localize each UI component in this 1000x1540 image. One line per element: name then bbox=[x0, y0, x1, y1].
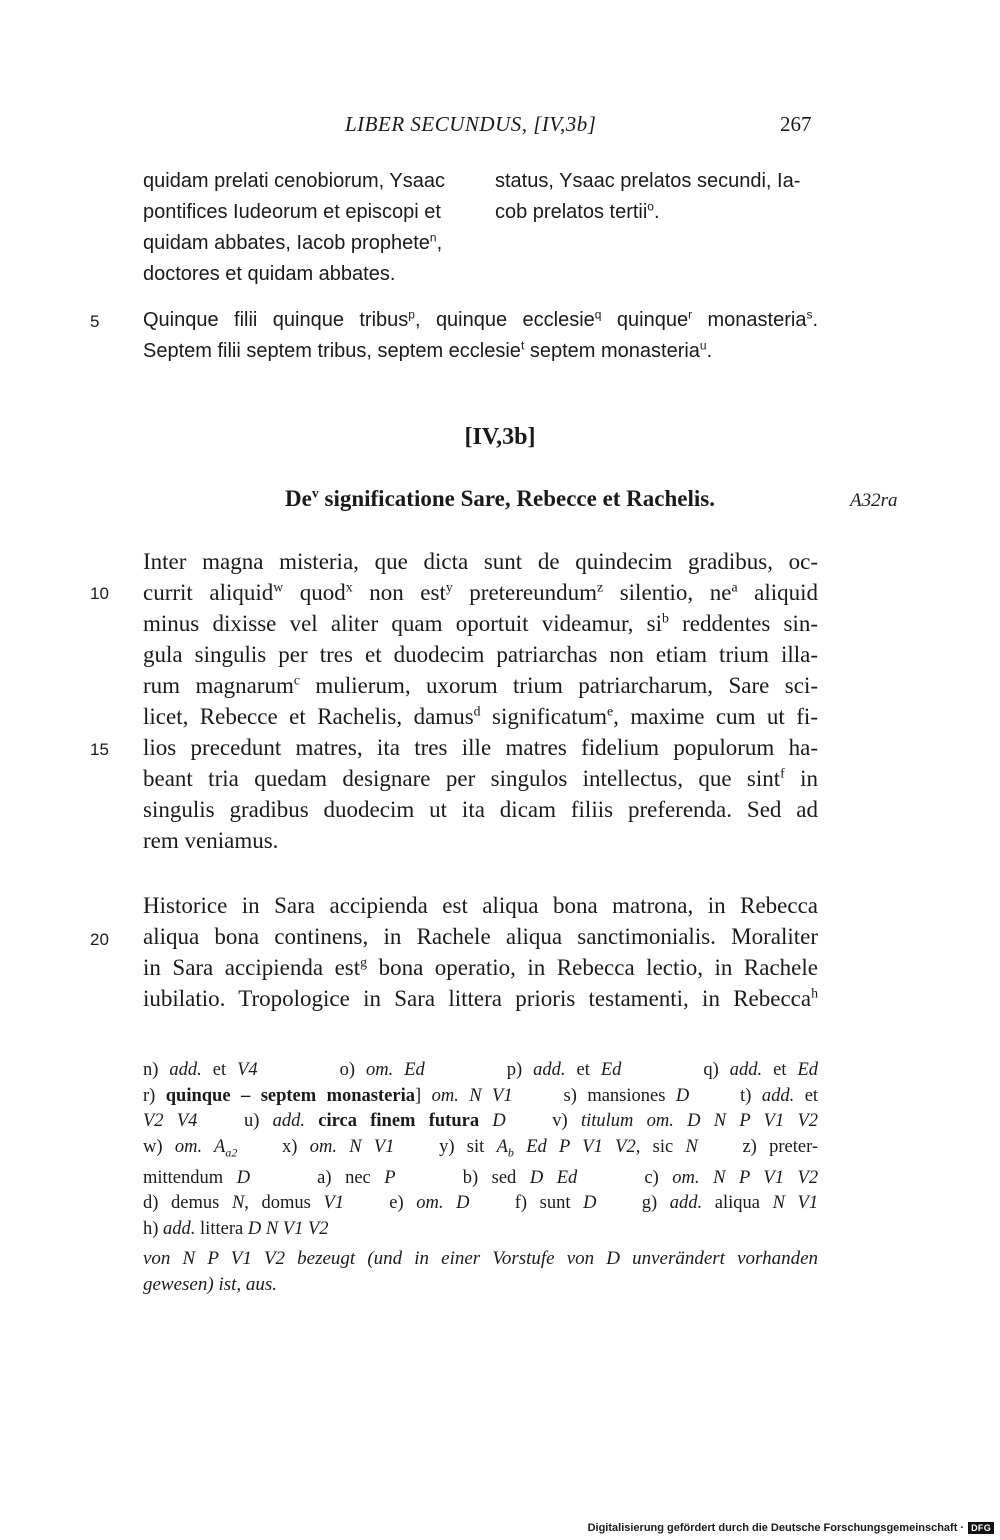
paragraph-2 bbox=[143, 890, 818, 1014]
text-line: minus dixisse vel aliter quam oportuit videamur, $si^b$ reddentes sin- bbox=[143, 610, 818, 636]
footnote-line: mittendum D a) nec P b) sed D Ed c) om. N P V1 V2 bbox=[143, 1167, 819, 1188]
table-left-line: doctores et quidam abbates. bbox=[143, 263, 396, 285]
footnote-marker: n bbox=[429, 230, 437, 245]
text-line: licet, Rebecce et Rachelis, damus$^d$ significatum$^e$, maxime cum ut fi- bbox=[143, 703, 818, 729]
running-head: LIBER SECUNDUS, [IV,3b] bbox=[345, 112, 597, 136]
digitization-footer bbox=[588, 1522, 994, 1534]
text-line: rem veniamus. bbox=[143, 828, 279, 853]
table-left-line: quidam abbates, Iacob prophete$^n$, bbox=[143, 230, 443, 254]
footer-text: Digitalisierung gefördert durch die Deutsche Forschungsgemeinschaft · bbox=[587, 1522, 965, 1534]
text-line: rum magnarum$^c$ mulierum, uxorum trium patriarcharum, Sare sci- bbox=[143, 672, 819, 698]
text-line: lios precedunt matres, ita tres ille matres fidelium populorum ha- bbox=[143, 735, 818, 760]
plain-line: Quinque filii quinque tribus$^p$, quinque ecclesie$^q$ quinque$^r$ monasteria$^s$. bbox=[143, 307, 819, 331]
footnotes bbox=[143, 1058, 818, 1242]
plain-line: Septem filii septem tribus, septem ecclesie$^t$ septem monasteria$^u$. bbox=[143, 338, 713, 362]
footnote-line: V2 V4 u) add. circa finem futura D v) titulum om. D N P V1 V2 bbox=[143, 1111, 819, 1131]
section-title: [IV,3b] bbox=[464, 424, 536, 450]
footnote-line: r) quinque – septem monasteria] om. N V1 s) mansiones D t) add. et bbox=[143, 1085, 819, 1106]
footnote-marker: v bbox=[311, 485, 319, 501]
text-line: currit aliquid$^w$ quod$^x$ non est$^y$ pretereundum$^z$ silentio, $ne^a$ aliquid bbox=[143, 579, 818, 605]
table-column-left bbox=[143, 166, 445, 290]
text-line: Historice in Sara accipienda est aliqua bona matrona, in Rebecca bbox=[143, 893, 818, 918]
footnote-line: w) om. $A_{a2}$ x) om. N V1 y) sit $A_b$ Ed P V1 V2, sic N z) preter- bbox=[143, 1136, 819, 1160]
table-column-right bbox=[495, 166, 800, 228]
note-line: gewesen) ist, aus. bbox=[143, 1274, 278, 1295]
text-line: gula singulis per tres et duodecim patriarchas non etiam trium illa- bbox=[143, 642, 818, 667]
line-number: 15 bbox=[90, 740, 109, 759]
section-subtitle: De$^v$ significatione Sare, Rebecce et Rachelis. bbox=[285, 485, 715, 511]
plain-lines bbox=[143, 305, 818, 367]
text-line: Inter magna misteria, que dicta sunt de quindecim gradibus, oc- bbox=[143, 549, 818, 574]
table-left-line: quidam prelati cenobiorum, Ysaac bbox=[143, 170, 446, 192]
table-right-line: status, Ysaac prelatos secundi, Ia- bbox=[495, 170, 801, 192]
footnote-line: d) demus N, domus V1 e) om. D f) sunt D g) add. aliqua N V1 bbox=[143, 1193, 819, 1214]
table-right-line: cob prelatos tertii$^o$. bbox=[495, 199, 660, 223]
text-line: aliqua bona continens, in Rachele aliqua sanctimonialis. Moraliter bbox=[143, 924, 818, 949]
note-line: von N P V1 V2 bezeugt (und in einer Vorstufe von D unverändert vorhanden bbox=[143, 1248, 818, 1269]
page-number: 267 bbox=[780, 112, 812, 136]
manuscript-reference: A32ra bbox=[850, 490, 898, 511]
line-number: 5 bbox=[90, 312, 100, 331]
line-number: 10 bbox=[90, 584, 109, 603]
line-number: 20 bbox=[90, 930, 109, 949]
footnote-line: h) add. littera D N V1 V2 bbox=[143, 1218, 329, 1239]
dfg-logo: DFG bbox=[968, 1522, 994, 1534]
text-line: in Sara accipienda est$^g$ bona operatio, in Rebecca lectio, in Rachele bbox=[143, 954, 818, 980]
footnote-line: n) add. et V4 o) om. Ed p) add. et Ed q) add. et Ed bbox=[143, 1060, 818, 1080]
text-line: iubilatio. Tropologice in Sara littera prioris testamenti, in Rebecca$^h$ bbox=[143, 985, 818, 1011]
paragraph-1 bbox=[143, 546, 818, 856]
text-line: singulis gradibus duodecim ut ita dicam filiis preferenda. Sed ad bbox=[143, 797, 818, 822]
footnote-marker: o bbox=[647, 199, 654, 214]
table-left-line: pontifices Iudeorum et episcopi et bbox=[143, 201, 441, 223]
editorial-note bbox=[143, 1246, 818, 1298]
text-line: beant tria quedam designare per singulos intellectus, que sint$^f$ in bbox=[143, 765, 819, 791]
